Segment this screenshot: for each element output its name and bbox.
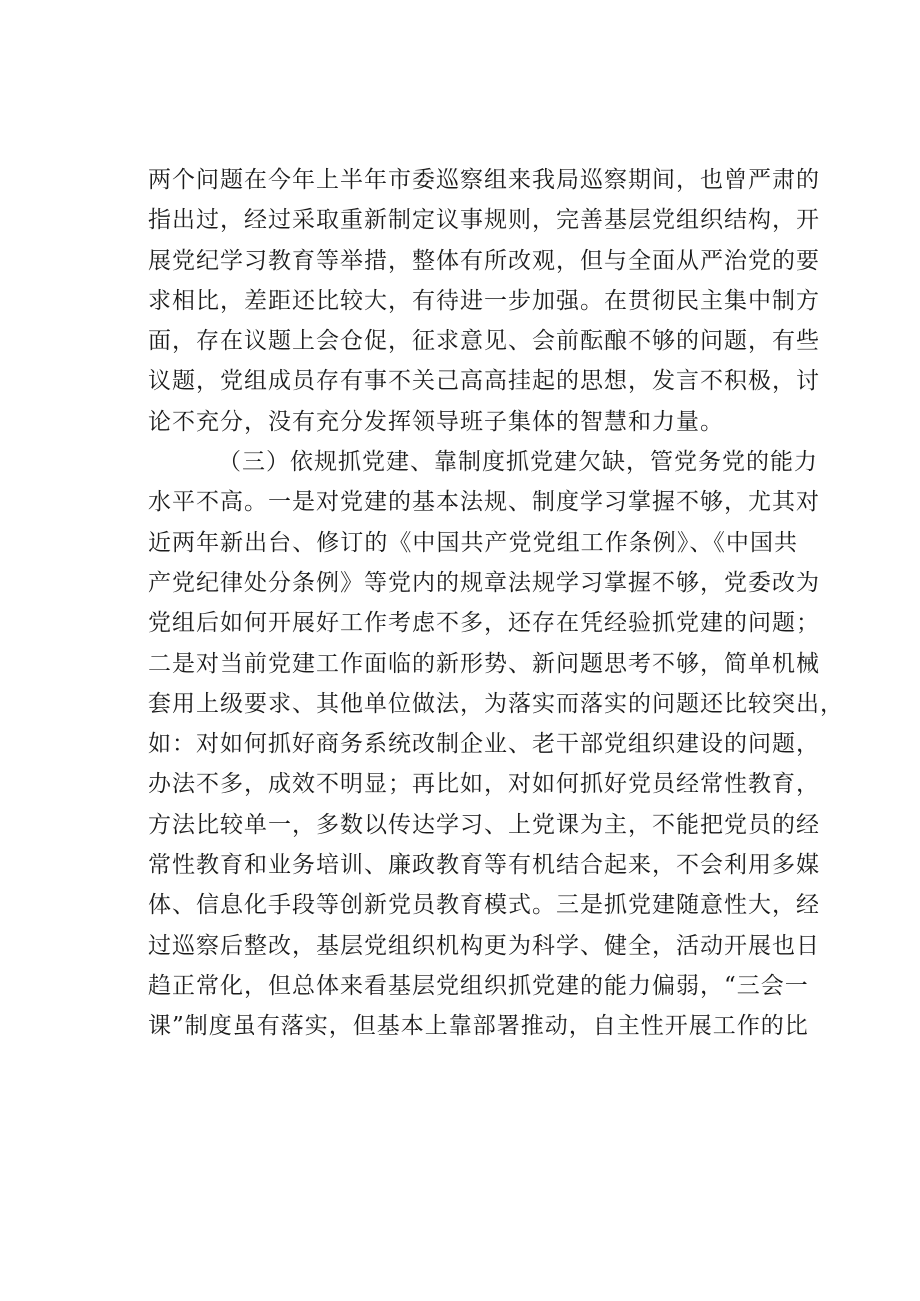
document-body	[148, 160, 844, 1047]
text-line: 指出过，经过采取重新制定议事规则，完善基层党组织结构，开	[148, 207, 820, 234]
text-line: 近两年新出台、修订的《中国共产党党组工作条例》、《中国共	[148, 529, 798, 556]
text-line: 水平不高。一是对党建的基本法规、制度学习掌握不够，尤其对	[148, 489, 820, 516]
text-line: 论不充分，没有充分发挥领导班子集体的智慧和力量。	[148, 408, 724, 435]
text-line: 二是对当前党建工作面临的新形势、新问题思考不够，简单机械	[148, 650, 820, 677]
text-line: 展党纪学习教育等举措，整体有所改观，但与全面从严治党的要	[148, 247, 820, 274]
text-line: 套用上级要求、其他单位做法，为落实而落实的问题还比较突出，	[148, 690, 844, 717]
text-line: 议题，党组成员存有事不关己高高挂起的思想，发言不积极，讨	[148, 368, 820, 395]
text-line: 课”制度虽有落实，但基本上靠部署推动，自主性开展工作的比	[148, 1013, 809, 1040]
text-line: 求相比，差距还比较大，有待进一步加强。在贯彻民主集中制方	[148, 287, 820, 314]
text-line: 产党纪律处分条例》等党内的规章法规学习掌握不够，党委改为	[148, 569, 820, 596]
text-line: 常性教育和业务培训、廉政教育等有机结合起来，不会利用多媒	[148, 852, 820, 879]
section-heading-line: （三）依规抓党建、靠制度抓党建欠缺，管党务党的能力	[218, 449, 818, 476]
text-line: 如：对如何抓好商务系统改制企业、老干部党组织建设的问题，	[148, 731, 820, 758]
text-line: 面，存在议题上会仓促，征求意见、会前酝酿不够的问题，有些	[148, 328, 820, 355]
text-line: 两个问题在今年上半年市委巡察组来我局巡察期间，也曾严肃的	[148, 167, 820, 193]
text-line: 体、信息化手段等创新党员教育模式。三是抓党建随意性大，经	[148, 892, 820, 919]
text-line: 党组后如何开展好工作考虑不多，还存在凭经验抓党建的问题；	[148, 610, 820, 637]
text-line: 办法不多，成效不明显；再比如，对如何抓好党员经常性教育，	[148, 771, 820, 798]
text-line: 方法比较单一，多数以传达学习、上党课为主，不能把党员的经	[148, 811, 820, 838]
text-line: 过巡察后整改，基层党组织机构更为科学、健全，活动开展也日	[148, 932, 820, 959]
text-line: 趋正常化，但总体来看基层党组织抓党建的能力偏弱，“三会一	[148, 972, 809, 999]
